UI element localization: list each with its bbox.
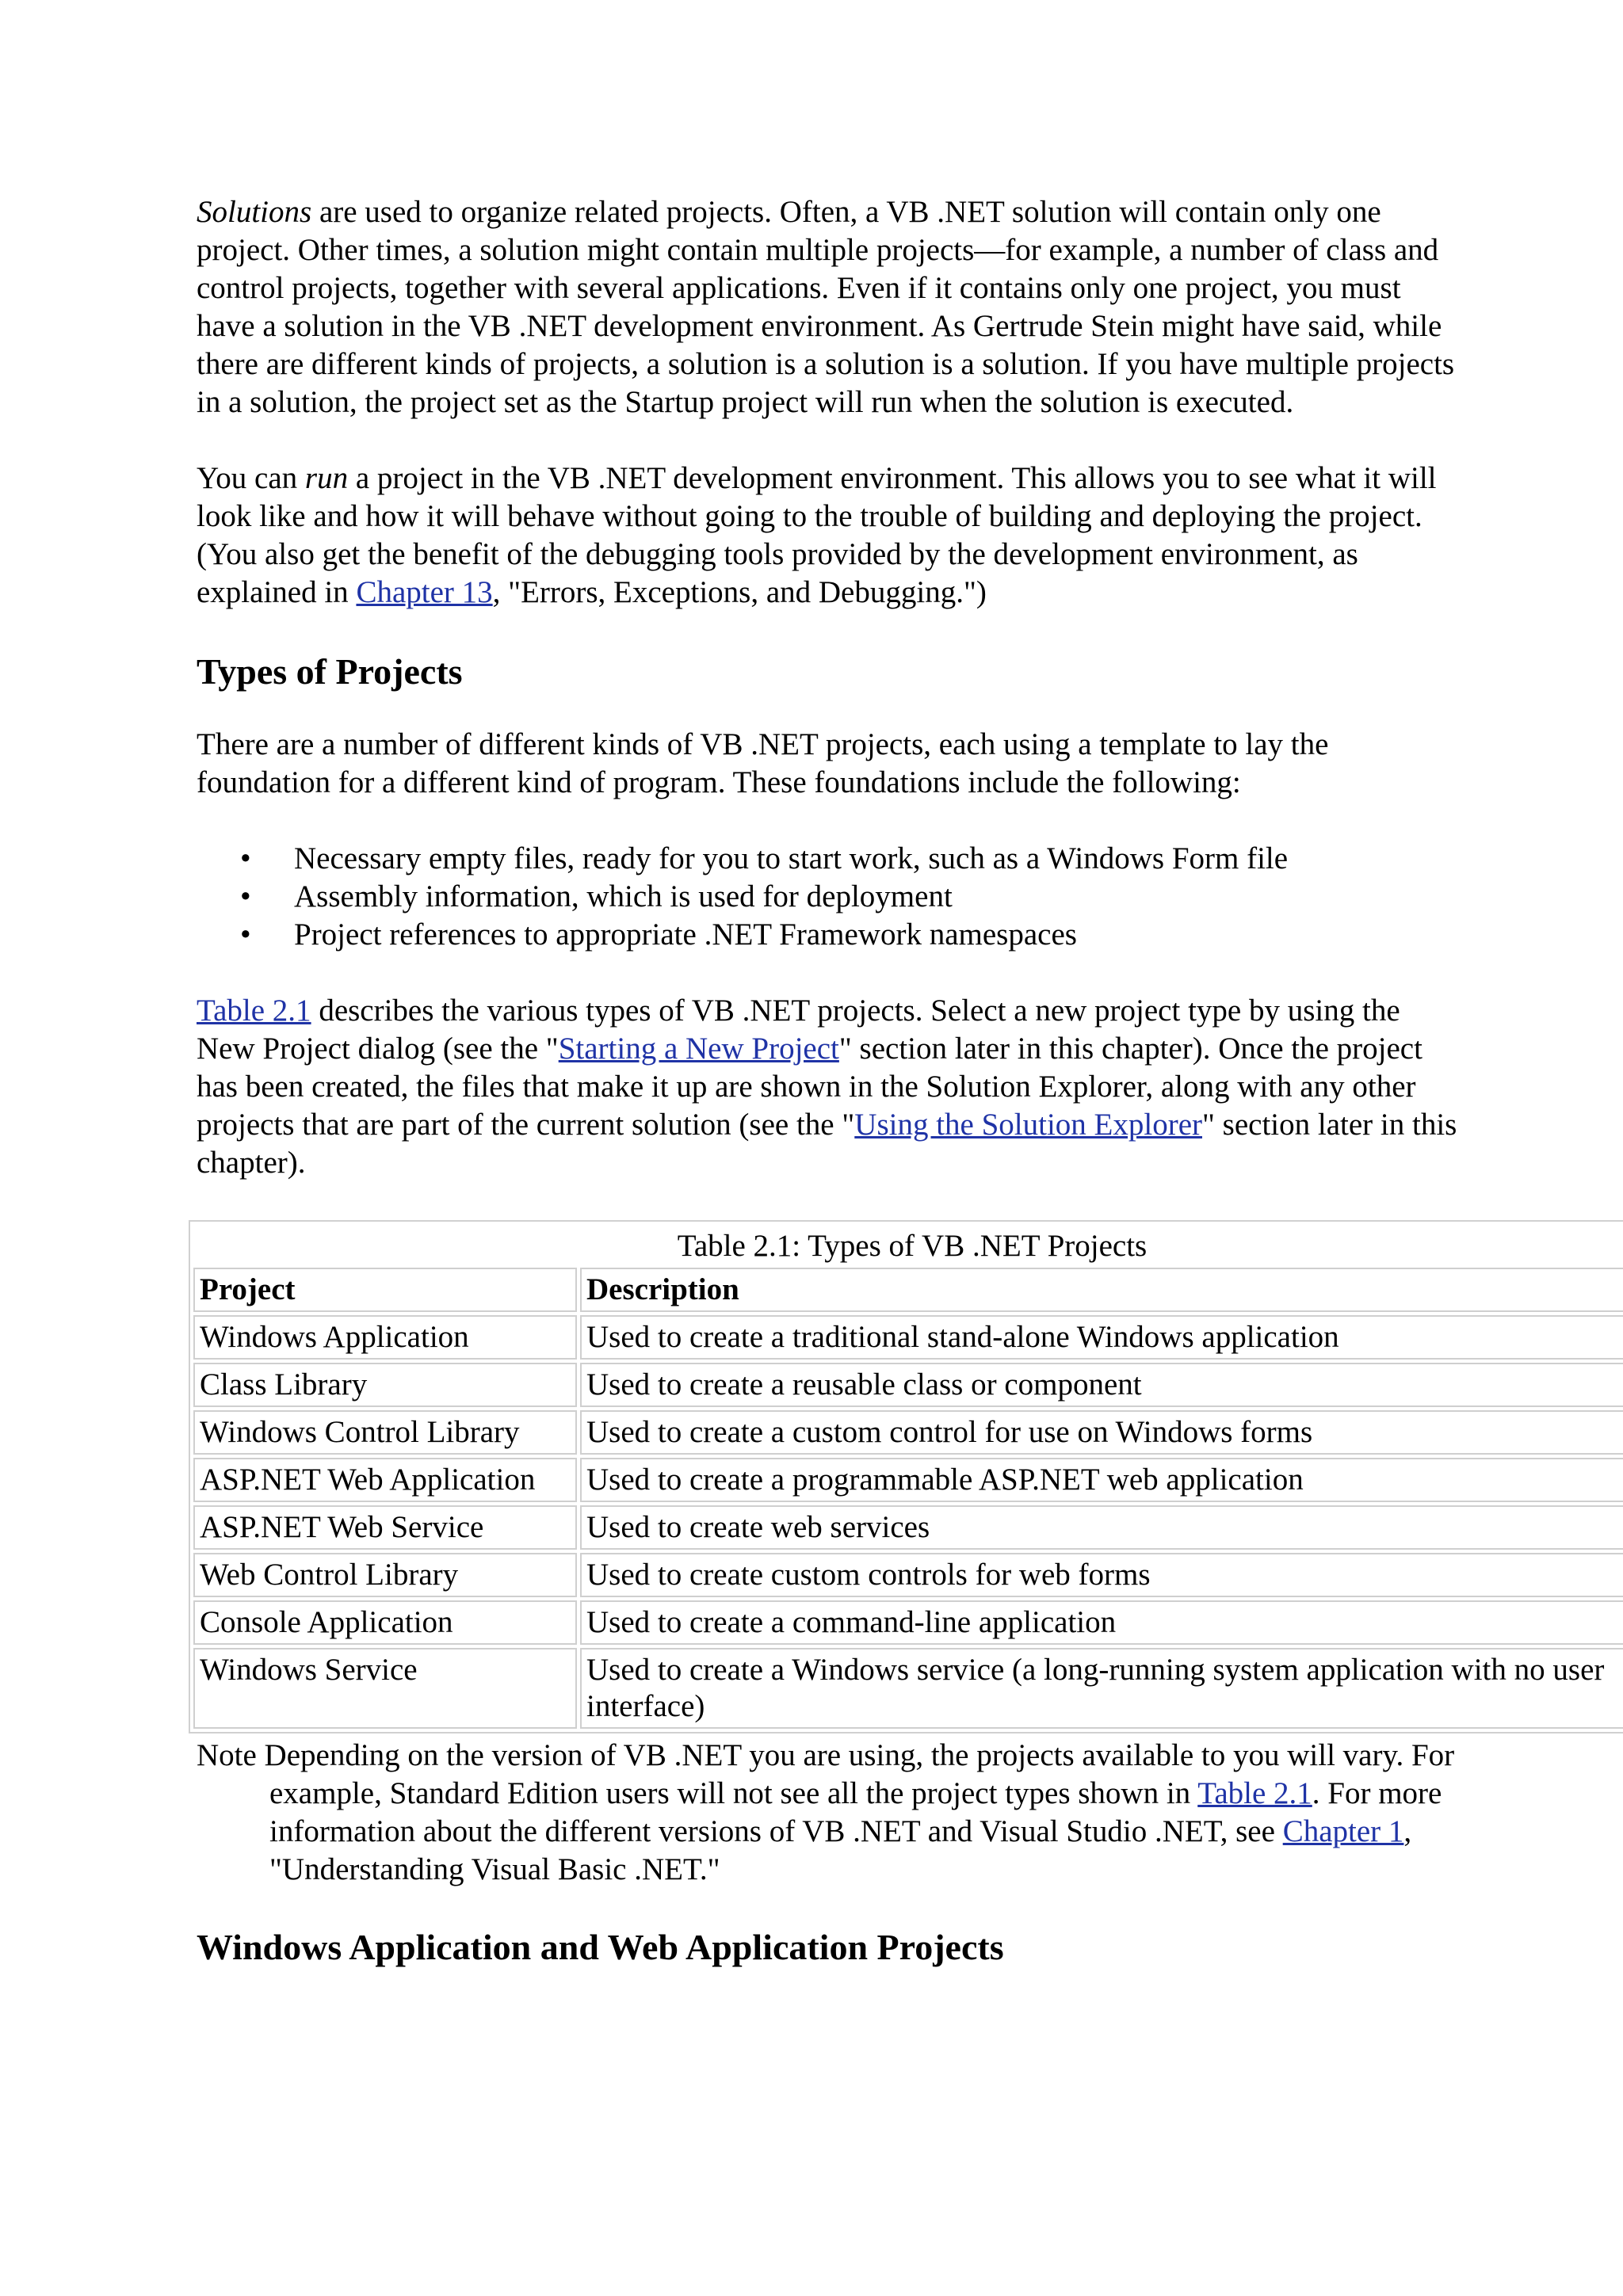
cell-project: Console Application bbox=[193, 1600, 577, 1645]
cell-description: Used to create web services bbox=[580, 1505, 1623, 1550]
paragraph-table-ref bbox=[197, 992, 1461, 1182]
paragraph-text: a project in the VB .NET development environment. This allows you to see what it will look like and how it will behave without going to the trouble of building and deploying the project. (You also get the benefit of the debugging tools provided by the development environment, as explained in bbox=[197, 461, 1437, 609]
cell-description: Used to create a programmable ASP.NET web application bbox=[580, 1458, 1623, 1502]
cell-project: ASP.NET Web Application bbox=[193, 1458, 577, 1502]
header-project: Project bbox=[193, 1268, 577, 1312]
table-row bbox=[193, 1648, 1623, 1729]
cell-project: Web Control Library bbox=[193, 1553, 577, 1597]
paragraph-text: describes the various types of VB .NET projects. Select a new project type by using the New Project dialog (see the " bbox=[197, 994, 1400, 1066]
project-types-table bbox=[189, 1220, 1623, 1733]
cell-description: Used to create custom controls for web forms bbox=[580, 1553, 1623, 1597]
table-row bbox=[193, 1410, 1623, 1455]
emphasis-run: run bbox=[304, 461, 349, 495]
note-text: Note Depending on the version of VB .NET you are using, the projects available to you will vary. For example, Standard Edition users will not see all the project types shown in bbox=[197, 1738, 1455, 1810]
link-chapter-13[interactable]: Chapter 13 bbox=[356, 575, 493, 609]
cell-project: ASP.NET Web Service bbox=[193, 1505, 577, 1550]
link-table-2-1-note[interactable]: Table 2.1 bbox=[1197, 1776, 1312, 1810]
cell-project: Windows Service bbox=[193, 1648, 577, 1729]
heading-windows-web-app-projects: Windows Application and Web Application Projects bbox=[197, 1927, 1004, 1967]
note-text: . For more information about the different versions of VB .NET and Visual Studio .NET, see bbox=[269, 1776, 1442, 1848]
link-using-solution-explorer[interactable]: Using the Solution Explorer bbox=[854, 1108, 1202, 1142]
note-text: , "Understanding Visual Basic .NET." bbox=[269, 1814, 1412, 1886]
paragraph-text: " section later in this chapter). Once the project has been created, the files that make it up are shown in the Solution Explorer, along with any other projects that are part of the current solution (see the " bbox=[197, 1032, 1423, 1142]
paragraph-run bbox=[197, 460, 1461, 612]
cell-project: Windows Control Library bbox=[193, 1410, 577, 1455]
header-description: Description bbox=[580, 1268, 1623, 1312]
table-header-row bbox=[193, 1268, 1623, 1312]
heading-types-of-projects: Types of Projects bbox=[197, 651, 463, 692]
paragraph-text: You can bbox=[197, 461, 305, 495]
list-item: • Assembly information, which is used for deployment bbox=[294, 878, 1461, 916]
cell-description: Used to create a Windows service (a long-running system application with no user interface) bbox=[580, 1648, 1623, 1729]
cell-description: Used to create a traditional stand-alone Windows application bbox=[580, 1315, 1623, 1360]
table-caption: Table 2.1: Types of VB .NET Projects bbox=[677, 1229, 1148, 1263]
cell-project: Windows Application bbox=[193, 1315, 577, 1360]
cell-description: Used to create a reusable class or component bbox=[580, 1363, 1623, 1407]
table-row bbox=[193, 1458, 1623, 1502]
link-table-2-1[interactable]: Table 2.1 bbox=[197, 994, 311, 1028]
table-row bbox=[193, 1505, 1623, 1550]
foundation-list bbox=[197, 840, 1461, 954]
emphasis-solutions: Solutions bbox=[197, 195, 312, 229]
table-row bbox=[193, 1600, 1623, 1645]
table-row bbox=[193, 1315, 1623, 1360]
table-grid bbox=[190, 1264, 1623, 1732]
list-item: • Necessary empty files, ready for you to start work, such as a Windows Form file bbox=[294, 840, 1461, 878]
link-chapter-1[interactable]: Chapter 1 bbox=[1282, 1814, 1404, 1848]
table-row bbox=[193, 1553, 1623, 1597]
cell-project: Class Library bbox=[193, 1363, 577, 1407]
paragraph-intro: There are a number of different kinds of VB .NET projects, each using a template to lay the foundation for a different kind of program. These foundations include the following: bbox=[197, 727, 1329, 799]
link-starting-new-project[interactable]: Starting a New Project bbox=[558, 1032, 839, 1066]
list-item: • Project references to appropriate .NET Framework namespaces bbox=[294, 916, 1461, 954]
paragraph-text: , "Errors, Exceptions, and Debugging.") bbox=[492, 575, 987, 609]
paragraph-text: are used to organize related projects. Often, a VB .NET solution will contain only one project. Other times, a solution might contain multiple projects—for example, a number of class and control projects, together with several applications. Even if it contains only one project, you must have a solution in the VB .NET development environment. As Gertrude Stein might have said, while there are different kinds of projects, a solution is a solution is a solution. If you have multiple projects in a solution, the project set as the Startup project will run when the solution is executed. bbox=[197, 195, 1455, 419]
document-page bbox=[197, 193, 1605, 2001]
cell-description: Used to create a custom control for use on Windows forms bbox=[580, 1410, 1623, 1455]
table-row bbox=[193, 1363, 1623, 1407]
cell-description: Used to create a command-line application bbox=[580, 1600, 1623, 1645]
note-block bbox=[197, 1737, 1461, 1889]
paragraph-solutions bbox=[197, 193, 1461, 421]
paragraph-text: " section later in this chapter). bbox=[197, 1108, 1457, 1180]
